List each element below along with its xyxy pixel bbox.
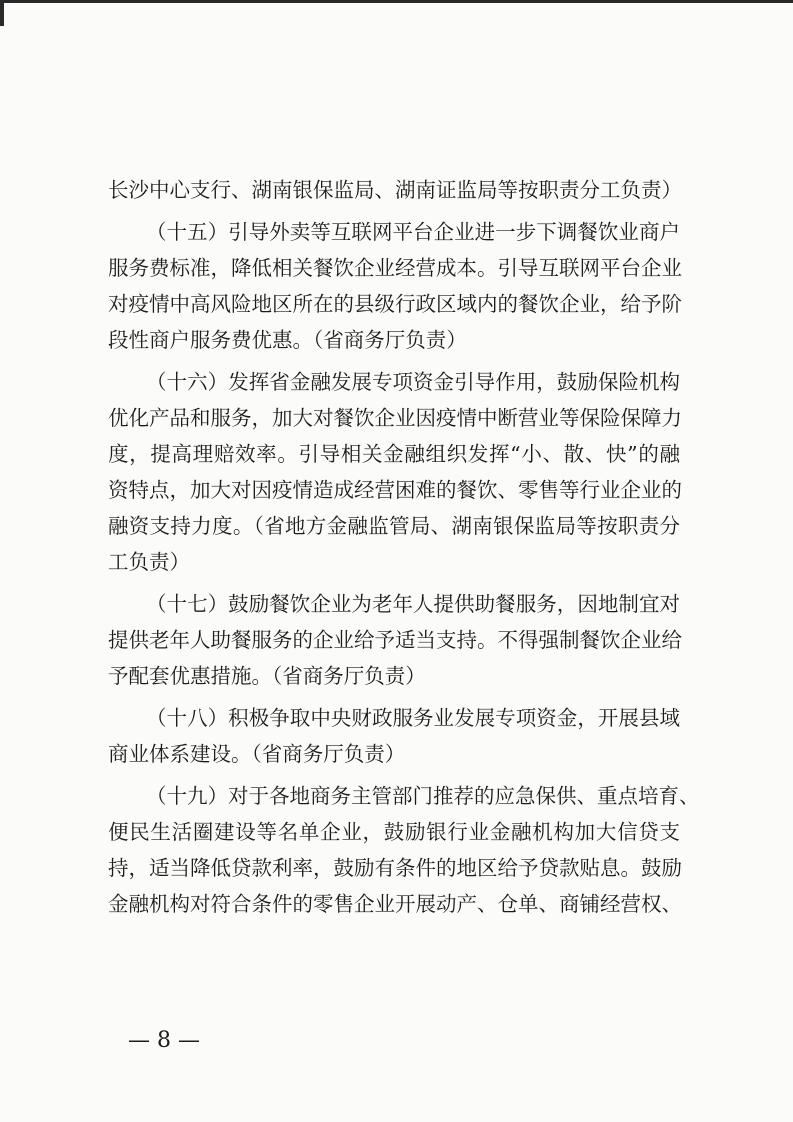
text-line: 服务费标准，降低相关餐饮企业经营成本。引导互联网平台企业 <box>108 256 682 280</box>
text-line: 工负责） <box>108 550 190 574</box>
text-line: 商业体系建设。（省商务厅负责） <box>108 742 406 766</box>
scan-top-border <box>0 0 793 3</box>
text-line: （十七）鼓励餐饮企业为老年人提供助餐服务，因地制宜对 <box>146 592 680 616</box>
paragraph-15 <box>108 214 680 358</box>
text-line: 段性商户服务费优惠。（省商务厅负责） <box>108 328 467 352</box>
text-line: 予配套优惠措施。（省商务厅负责） <box>108 664 426 688</box>
text-line: 对疫情中高风险地区所在的县级行政区域内的餐饮企业，给予阶 <box>108 292 682 316</box>
paragraph-16 <box>108 364 680 580</box>
text-line: 优化产品和服务，加大对餐饮企业因疫情中断营业等保险保障力 <box>108 406 682 430</box>
text-line: （十九）对于各地商务主管部门推荐的应急保供、重点培育、 <box>146 784 700 808</box>
paragraph-19 <box>108 778 700 922</box>
document-body <box>108 172 700 928</box>
text-line: 提供老年人助餐服务的企业给予适当支持。不得强制餐饮企业给 <box>108 628 682 652</box>
text-line: （十八）积极争取中央财政服务业发展专项资金，开展县域 <box>146 706 680 730</box>
text-line: （十六）发挥省金融发展专项资金引导作用，鼓励保险机构 <box>146 370 680 394</box>
text-line: 持，适当降低贷款利率，鼓励有条件的地区给予贷款贴息。鼓励 <box>108 856 682 880</box>
paragraph-17 <box>108 586 680 694</box>
text-line: 金融机构对符合条件的零售企业开展动产、仓单、商铺经营权、 <box>108 892 682 916</box>
paragraph-18 <box>108 700 680 772</box>
text-line: 便民生活圈建设等名单企业，鼓励银行业金融机构加大信贷支 <box>108 820 680 844</box>
text-line: 度，提高理赔效率。引导相关金融组织发挥“小、散、快”的融 <box>108 442 680 466</box>
text-line: 长沙中心支行、湖南银保监局、湖南证监局等按职责分工负责） <box>108 178 682 202</box>
text-line: 融资支持力度。（省地方金融监管局、湖南银保监局等按职责分 <box>108 514 680 538</box>
page-number: — 8 — <box>128 1028 200 1053</box>
paragraph-continuation <box>108 172 680 208</box>
text-line: （十五）引导外卖等互联网平台企业进一步下调餐饮业商户 <box>146 220 680 244</box>
scan-left-mark <box>0 0 4 26</box>
text-line: 资特点，加大对因疫情造成经营困难的餐饮、零售等行业企业的 <box>108 478 682 502</box>
